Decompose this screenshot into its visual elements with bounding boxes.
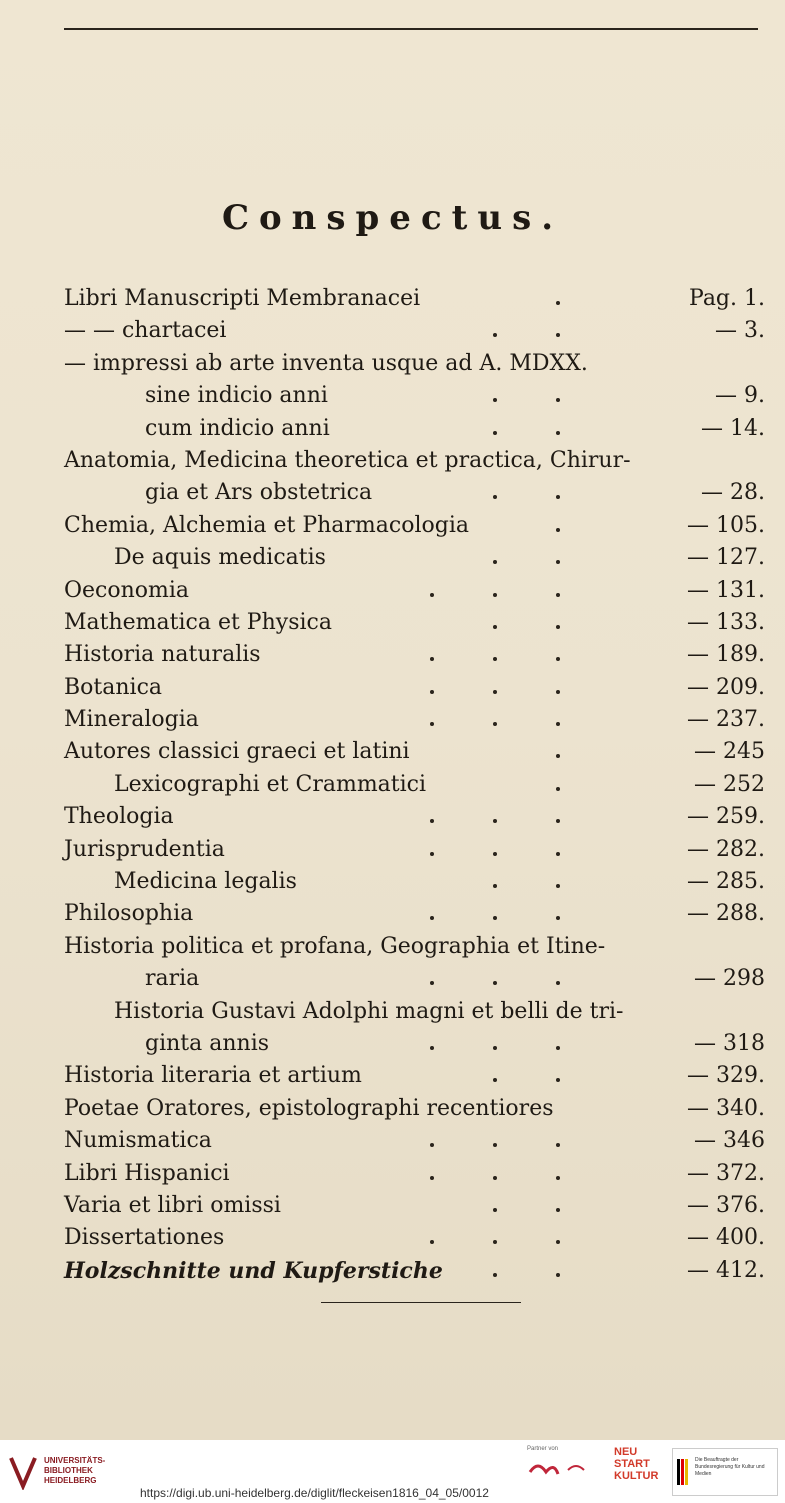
leader-dots: [430, 769, 560, 791]
leader-dot: [493, 495, 497, 499]
toc-entry: [0, 736, 785, 768]
toc-entry-title: Historia literaria et artium: [64, 1063, 362, 1089]
leader-dot: [493, 690, 497, 694]
toc-entry-title: Oeconomia: [64, 577, 190, 603]
toc-entry-page: Pag. 1.: [689, 286, 765, 311]
toc-entry: [0, 996, 785, 1028]
leader-dot: [556, 787, 560, 791]
leader-dot: [556, 852, 560, 856]
leader-dot: [493, 333, 497, 337]
toc-entry-page: — 245: [694, 739, 765, 765]
leader-dot: [493, 884, 497, 888]
toc-entry-title: Theologia: [64, 804, 174, 830]
leader-dots: [430, 672, 560, 694]
footer-bar: [0, 1440, 785, 1503]
toc-entry: [0, 866, 785, 898]
toc-entry-title: Chemia, Alchemia et Pharmacologia: [64, 512, 469, 538]
leader-dot: [556, 981, 560, 985]
leader-dot: [493, 398, 497, 402]
leader-dots: [430, 1060, 560, 1082]
toc-entry: [0, 1222, 785, 1254]
toc-entry-title: — impressi ab arte inventa usque ad A. MDXX.: [64, 350, 588, 376]
toc-entry: [0, 639, 785, 671]
toc-entry: [0, 607, 785, 639]
toc-entry-title: Medicina legalis: [114, 869, 297, 895]
leader-dot: [430, 916, 434, 920]
leader-dot: [493, 1143, 497, 1147]
leader-dot: [556, 398, 560, 402]
toc-entry-title: cum indicio anni: [145, 415, 330, 441]
toc-entry-page: — 237.: [687, 707, 765, 733]
leader-dots: [430, 963, 560, 985]
toc-entry-page: — 412.: [687, 1257, 765, 1283]
leader-dot: [493, 852, 497, 856]
toc-entry: [0, 704, 785, 736]
source-url[interactable]: https://digi.ub.uni-heidelberg.de/diglit/fleckeisen1816_04_05/0012: [140, 1486, 489, 1500]
toc-entry-page: — 127.: [687, 545, 765, 571]
toc-entry-title: Autores classici graeci et latini: [64, 739, 410, 765]
toc-entry: [0, 315, 785, 347]
leader-dot: [493, 1078, 497, 1082]
toc-entry: [0, 1255, 785, 1287]
toc-entry: [0, 413, 785, 445]
toc-entry-title: Historia politica et profana, Geographia et Itine-: [64, 933, 606, 959]
leader-dot: [556, 722, 560, 726]
toc-entry-page: — 14.: [701, 415, 765, 441]
leader-dot: [493, 1240, 497, 1244]
toc-entry-title: gia et Ars obstetrica: [145, 480, 373, 506]
toc-entry: [0, 769, 785, 801]
leader-dot: [556, 657, 560, 661]
toc-entry-title: Philosophia: [64, 901, 194, 927]
leader-dot: [493, 431, 497, 435]
page-title: Conspectus.: [221, 198, 564, 238]
leader-dot: [430, 819, 434, 823]
government-text: Die Beauftragte der Bundesregierung für Kultur und Medien: [695, 1457, 765, 1477]
leader-dots: [430, 315, 560, 337]
leader-dots: [430, 801, 560, 823]
leader-dot: [556, 1208, 560, 1212]
toc-entry: [0, 1093, 785, 1125]
partner-label: Partner von: [527, 1446, 559, 1452]
top-rule: [64, 28, 758, 30]
leader-dots: [430, 283, 560, 305]
toc-entry-page: — 3.: [715, 318, 765, 344]
library-name: UNIVERSITÄTS- BIBLIOTHEK HEIDELBERG: [44, 1456, 106, 1485]
library-logo-icon: [8, 1454, 38, 1490]
leader-dot: [430, 1046, 434, 1050]
leader-dot: [493, 1208, 497, 1212]
toc-entry-page: — 133.: [687, 609, 765, 635]
toc-entry-page: — 189.: [687, 642, 765, 668]
leader-dot: [430, 981, 434, 985]
toc-entry-title: ginta annis: [145, 1030, 270, 1056]
toc-entry-title: — — chartacei: [64, 318, 227, 344]
leader-dot: [493, 593, 497, 597]
leader-dot: [556, 333, 560, 337]
leader-dot: [556, 593, 560, 597]
leader-dots: [430, 1158, 560, 1180]
toc-entry-title: Holzschnitte und Kupferstiche: [64, 1257, 443, 1284]
leader-dot: [430, 690, 434, 694]
leader-dots: [430, 1028, 560, 1050]
leader-dots: [430, 639, 560, 661]
toc-entry-title: Poetae Oratores, epistolographi recentiores: [64, 1095, 554, 1121]
toc-entry-page: — 329.: [687, 1063, 765, 1089]
toc-entry-page: — 372.: [687, 1160, 765, 1186]
toc-entry: [0, 1125, 785, 1157]
toc-entry: [0, 834, 785, 866]
government-logo: [672, 1448, 778, 1496]
bottom-rule: [321, 1302, 521, 1303]
leader-dot: [556, 754, 560, 758]
toc-entry: [0, 931, 785, 963]
toc-entry-title: Varia et libri omissi: [64, 1192, 281, 1218]
leader-dots: [430, 575, 560, 597]
leader-dots: [430, 477, 560, 499]
leader-dots: [430, 1125, 560, 1147]
leader-dots: [430, 413, 560, 435]
toc-entry: [0, 445, 785, 477]
toc-entry-page: — 259.: [687, 804, 765, 830]
toc-entry-page: — 376.: [687, 1192, 765, 1218]
leader-dots: [430, 898, 560, 920]
toc-entry-page: — 288.: [687, 901, 765, 927]
toc-entry-page: — 346: [694, 1128, 765, 1154]
leader-dot: [556, 528, 560, 532]
leader-dot: [556, 884, 560, 888]
toc-entry: [0, 477, 785, 509]
leader-dot: [493, 916, 497, 920]
leader-dot: [493, 981, 497, 985]
leader-dot: [556, 916, 560, 920]
leader-dots: [430, 834, 560, 856]
leader-dot: [493, 1176, 497, 1180]
leader-dots: [430, 866, 560, 888]
leader-dot: [556, 431, 560, 435]
toc-entry-page: — 131.: [687, 577, 765, 603]
toc-entry: [0, 380, 785, 412]
toc-entry-title: Botanica: [64, 674, 163, 700]
toc-entry: [0, 575, 785, 607]
toc-entry-page: — 209.: [687, 674, 765, 700]
toc-entry-page: — 105.: [687, 512, 765, 538]
leader-dot: [430, 657, 434, 661]
leader-dot: [493, 657, 497, 661]
leader-dots: [430, 510, 560, 532]
leader-dots: [430, 1222, 560, 1244]
leader-dot: [556, 1273, 560, 1277]
toc-entry: [0, 283, 785, 315]
toc-entry-title: Mineralogia: [64, 707, 199, 733]
leader-dot: [493, 1046, 497, 1050]
toc-entry: [0, 348, 785, 380]
leader-dot: [556, 690, 560, 694]
table-of-contents: [0, 283, 785, 1287]
toc-entry-title: raria: [145, 966, 200, 992]
toc-entry-title: Mathematica et Physica: [64, 609, 332, 635]
partner-logo-icon: [528, 1458, 592, 1480]
leader-dot: [493, 560, 497, 564]
leader-dots: [430, 1255, 560, 1277]
leader-dot: [430, 1176, 434, 1180]
toc-entry: [0, 898, 785, 930]
toc-entry-title: De aquis medicatis: [114, 545, 326, 571]
leader-dot: [556, 625, 560, 629]
leader-dot: [430, 1143, 434, 1147]
toc-entry: [0, 963, 785, 995]
toc-entry-page: — 28.: [701, 480, 765, 506]
leader-dots: [430, 542, 560, 564]
toc-entry-title: Libri Manuscripti Membranacei: [64, 286, 421, 311]
leader-dots: [430, 607, 560, 629]
leader-dot: [430, 1240, 434, 1244]
leader-dot: [556, 1078, 560, 1082]
leader-dot: [430, 852, 434, 856]
toc-entry-title: Lexicographi et Crammatici: [114, 771, 427, 797]
toc-entry-page: — 318: [694, 1030, 765, 1056]
toc-entry: [0, 510, 785, 542]
leader-dot: [556, 560, 560, 564]
leader-dot: [556, 819, 560, 823]
toc-entry: [0, 801, 785, 833]
toc-entry-title: sine indicio anni: [145, 383, 328, 409]
leader-dot: [493, 1273, 497, 1277]
leader-dot: [556, 495, 560, 499]
toc-entry-page: — 340.: [687, 1095, 765, 1121]
toc-entry-title: Historia naturalis: [64, 642, 261, 668]
leader-dot: [493, 625, 497, 629]
leader-dot: [556, 1046, 560, 1050]
toc-entry-page: — 400.: [687, 1225, 765, 1251]
leader-dot: [430, 593, 434, 597]
leader-dots: [430, 380, 560, 402]
toc-entry: [0, 1028, 785, 1060]
toc-entry-title: Dissertationes: [64, 1225, 225, 1251]
toc-entry-title: Jurisprudentia: [64, 836, 225, 862]
leader-dots: [430, 736, 560, 758]
toc-entry: [0, 542, 785, 574]
toc-entry-page: — 282.: [687, 836, 765, 862]
toc-entry-page: — 252: [694, 771, 765, 797]
eagle-icon: [677, 1459, 691, 1485]
toc-entry-title: Anatomia, Medicina theoretica et practica, Chirur-: [64, 447, 631, 473]
leader-dots: [430, 704, 560, 726]
leader-dot: [430, 722, 434, 726]
leader-dot: [556, 1240, 560, 1244]
toc-entry-title: Numismatica: [64, 1128, 212, 1154]
leader-dots: [430, 1190, 560, 1212]
leader-dot: [556, 301, 560, 305]
leader-dot: [556, 1143, 560, 1147]
toc-entry: [0, 1158, 785, 1190]
toc-entry-page: — 298: [694, 966, 765, 992]
toc-entry: [0, 1190, 785, 1222]
toc-entry: [0, 672, 785, 704]
leader-dot: [493, 722, 497, 726]
neustart-kultur-logo: NEU START KULTUR: [614, 1446, 659, 1482]
leader-dot: [556, 1176, 560, 1180]
toc-entry-page: — 9.: [715, 383, 765, 409]
toc-entry-title: Historia Gustavi Adolphi magni et belli de tri-: [114, 998, 624, 1024]
toc-entry: [0, 1060, 785, 1092]
leader-dot: [493, 819, 497, 823]
toc-entry-title: Libri Hispanici: [64, 1160, 230, 1186]
toc-entry-page: — 285.: [687, 869, 765, 895]
